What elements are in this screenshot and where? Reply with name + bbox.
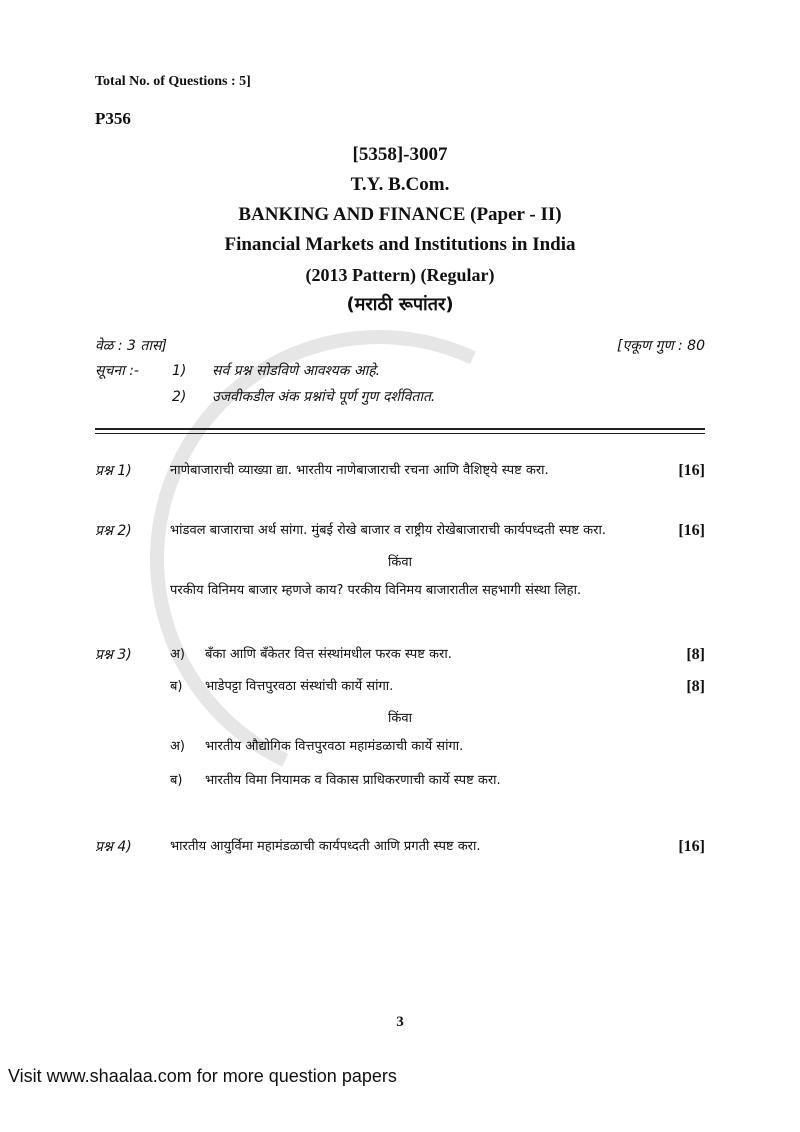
- question-2-alt: [95, 580, 705, 602]
- question-3a: [95, 644, 705, 666]
- question-marks: [16]: [678, 838, 705, 855]
- question-3-alt-a: [95, 736, 705, 758]
- seat-code: [5358]-3007: [352, 144, 448, 165]
- question-label: प्रश्न 3): [95, 647, 132, 663]
- pattern: (2013 Pattern) (Regular): [305, 265, 495, 285]
- instruction-number: 2): [172, 389, 187, 405]
- time-marks-row: [95, 334, 705, 358]
- question-text: नाणेबाजाराची व्याख्या द्या. भारतीय नाणेबाजाराची रचना आणि वैशिष्ट्ये स्पष्ट करा.: [170, 463, 549, 478]
- sub-question-number: ब): [170, 773, 183, 788]
- instructions-label: सूचना :-: [95, 363, 139, 379]
- question-1: [95, 460, 705, 482]
- question-3-alt-b: [95, 770, 705, 792]
- question-4: [95, 836, 705, 858]
- question-label: प्रश्न 1): [95, 463, 132, 479]
- sub-question-text: भारतीय औद्योगिक वित्तपुरवठा महामंडळाची कार्ये सांगा.: [205, 739, 464, 754]
- total-marks: [एकूण गुण : 80: [617, 338, 705, 354]
- question-text-cont: करा.: [583, 523, 606, 538]
- sub-question-text: भाडेपट्टा वित्तपुरवठा संस्थांची कार्ये सांगा.: [205, 679, 394, 694]
- divider: [95, 428, 705, 434]
- paper-code: P356: [95, 109, 131, 128]
- question-text-alt: परकीय विनिमय बाजार म्हणजे काय? परकीय विनिमय बाजारातील सहभागी संस्था लिहा.: [170, 583, 582, 598]
- course: T.Y. B.Com.: [350, 174, 450, 195]
- question-text: [170, 520, 661, 542]
- question-marks: [16]: [678, 522, 705, 539]
- sub-question-number: ब): [170, 679, 183, 694]
- footer-link[interactable]: Visit www.shaalaa.com for more question papers: [8, 1066, 397, 1086]
- subject: BANKING AND FINANCE (Paper - II): [238, 204, 562, 225]
- paper-title: Financial Markets and Institutions in India: [224, 234, 576, 255]
- question-text: भारतीय आयुर्विमा महामंडळाची कार्यपध्दती आणि प्रगती स्पष्ट करा.: [170, 839, 481, 854]
- sub-question-number: अ): [170, 647, 186, 662]
- question-3b: [95, 676, 705, 698]
- instruction-number: 1): [172, 363, 187, 379]
- instruction-text: सर्व प्रश्न सोडविणे आवश्यक आहे.: [212, 363, 381, 379]
- total-questions: Total No. of Questions : 5]: [95, 74, 251, 89]
- sub-question-text: भारतीय विमा नियामक व विकास प्राधिकरणाची कार्ये स्पष्ट करा.: [205, 773, 501, 788]
- question-marks: [8]: [686, 646, 705, 663]
- instruction-row: [95, 384, 705, 410]
- or-separator: किंवा: [388, 555, 412, 570]
- time: वेळ : 3 तास]: [95, 338, 167, 354]
- question-2: [95, 520, 705, 542]
- question-text-part: भांडवल बाजाराचा अर्थ सांगा. मुंबई रोखे बाजार व राष्ट्रीय रोखेबाजाराची कार्यपध्दती स्पष्ट: [170, 523, 580, 538]
- question-marks: [16]: [678, 462, 705, 479]
- instruction-text: उजवीकडील अंक प्रश्नांचे पूर्ण गुण दर्शवितात.: [212, 389, 436, 405]
- sub-question-number: अ): [170, 739, 186, 754]
- page-number: 3: [396, 1014, 404, 1030]
- question-label: प्रश्न 2): [95, 523, 132, 539]
- or-separator: किंवा: [388, 711, 412, 726]
- question-marks: [8]: [686, 678, 705, 695]
- instruction-row: [95, 358, 705, 384]
- sub-question-text: बँका आणि बँकेतर वित्त संस्थांमधील फरक स्पष्ट करा.: [205, 647, 452, 662]
- question-label: प्रश्न 4): [95, 839, 132, 855]
- translation-note: (मराठी रूपांतर): [346, 294, 454, 315]
